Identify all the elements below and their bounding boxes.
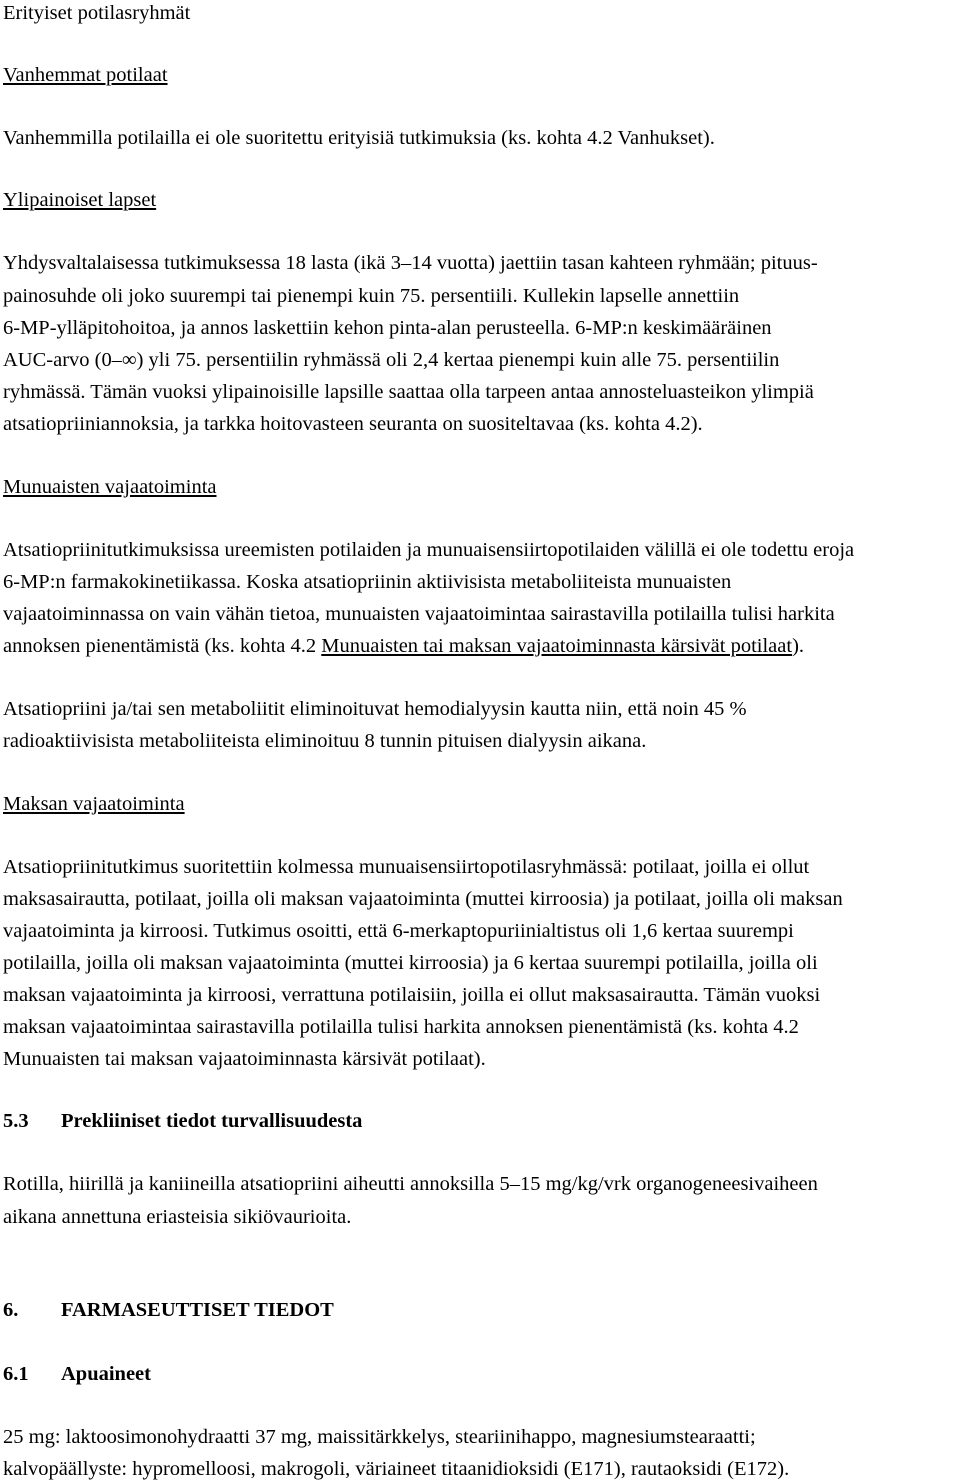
paragraph-line: aikana annettuna eriasteisia sikiövaurioita. (3, 1206, 352, 1228)
section-heading: Erityiset potilasryhmät (3, 2, 191, 24)
paragraph-line: Atsatiopriinitutkimuksissa ureemisten potilaiden ja munuaisensiirtopotilaiden välillä ei ole todettu eroja (3, 539, 855, 561)
paragraph-text: ). (792, 635, 805, 657)
paragraph-line: Vanhemmilla potilailla ei ole suoritettu erityisiä tutkimuksia (ks. kohta 4.2 Vanhukset). (3, 127, 715, 149)
section-number: 5.3 (3, 1110, 29, 1132)
subheading-hepatic: Maksan vajaatoiminta (3, 793, 185, 815)
section-heading-5-3 (3, 1111, 362, 1132)
paragraph-line: vajaatoiminta ja kirroosi. Tutkimus osoitti, että 6-merkaptopuriinialtistus oli 1,6 kertaa suurempi (3, 920, 794, 942)
paragraph-line: radioaktiivisista metaboliiteista eliminoituu 8 tunnin pituisen dialyysin aikana. (3, 730, 647, 752)
paragraph-line: potilailla, joilla oli maksan vajaatoiminta (muttei kirroosia) ja 6 kertaa suurempi potilailla, joilla oli (3, 952, 818, 974)
section-title: Apuaineet (61, 1363, 151, 1385)
paragraph-line: Atsatiopriinitutkimus suoritettiin kolmessa munuaisensiirtopotilasryhmässä: potilaat, joilla ei ollut (3, 856, 810, 878)
paragraph-line: Atsatiopriini ja/tai sen metaboliitit eliminoituvat hemodialyysin kautta niin, että noin 45 % (3, 698, 747, 720)
paragraph-line: maksan vajaatoiminta ja kirroosi, verrattuna potilaisiin, joilla ei ollut maksasairautta. Tämän vuoksi (3, 984, 821, 1006)
paragraph-line: 25 mg: laktoosimonohydraatti 37 mg, maissitärkkelys, steariinihappo, magnesiumstearaatti; (3, 1426, 756, 1448)
paragraph-line: Munuaisten tai maksan vajaatoiminnasta kärsivät potilaat). (3, 1048, 486, 1070)
section-heading-6 (3, 1300, 334, 1321)
paragraph-line: AUC-arvo (0–∞) yli 75. persentiilin ryhmässä oli 2,4 kertaa pienempi kuin alle 75. persentiilin (3, 349, 780, 371)
paragraph-line: maksasairautta, potilaat, joilla oli maksan vajaatoiminta (muttei kirroosia) ja potilaat, joilla oli maksan (3, 888, 843, 910)
cross-reference-link[interactable]: Munuaisten tai maksan vajaatoiminnasta kärsivät potilaat (321, 635, 793, 657)
subheading-overweight-children: Ylipainoiset lapset (3, 189, 157, 211)
section-number: 6.1 (3, 1363, 29, 1385)
paragraph-text: annoksen pienentämistä (ks. kohta 4.2 (3, 635, 322, 657)
subheading-renal: Munuaisten vajaatoiminta (3, 476, 217, 498)
paragraph-line: ryhmässä. Tämän vuoksi ylipainoisille lapsille saattaa olla tarpeen antaa annosteluasteikon ylimpiä (3, 381, 814, 403)
paragraph-line: kalvopäällyste: hypromelloosi, makrogoli, väriaineet titaanidioksidi (E171), rautaoksidi (E172). (3, 1458, 790, 1480)
paragraph-line: Rotilla, hiirillä ja kaniineilla atsatiopriini aiheutti annoksilla 5–15 mg/kg/vrk organogeneesivaiheen (3, 1173, 818, 1195)
section-number: 6. (3, 1299, 19, 1321)
paragraph-line (3, 636, 804, 657)
paragraph-line: 6-MP-ylläpitohoitoa, ja annos laskettiin kehon pinta-alan perusteella. 6-MP:n keskimääräinen (3, 317, 772, 339)
paragraph-line: atsatiopriiniannoksia, ja tarkka hoitovasteen seuranta on suositeltavaa (ks. kohta 4.2). (3, 413, 703, 435)
paragraph-line: 6-MP:n farmakokinetiikassa. Koska atsatiopriinin aktiivisista metaboliiteista munuaisten (3, 571, 732, 593)
paragraph-line: maksan vajaatoimintaa sairastavilla potilailla tulisi harkita annoksen pienentämistä (ks. kohta 4.2 (3, 1016, 799, 1038)
section-heading-6-1 (3, 1364, 151, 1385)
subheading-elderly: Vanhemmat potilaat (3, 64, 168, 86)
paragraph-line: vajaatoiminnassa on vain vähän tietoa, munuaisten vajaatoimintaa sairastavilla potilailla tulisi harkita (3, 603, 835, 625)
paragraph-line: Yhdysvaltalaisessa tutkimuksessa 18 lasta (ikä 3–14 vuotta) jaettiin tasan kahteen ryhmään; pituus- (3, 252, 818, 274)
section-title: FARMASEUTTISET TIEDOT (61, 1299, 334, 1321)
paragraph-line: painosuhde oli joko suurempi tai pienempi kuin 75. persentiili. Kullekin lapselle annettiin (3, 285, 740, 307)
section-title: Prekliiniset tiedot turvallisuudesta (61, 1110, 363, 1132)
